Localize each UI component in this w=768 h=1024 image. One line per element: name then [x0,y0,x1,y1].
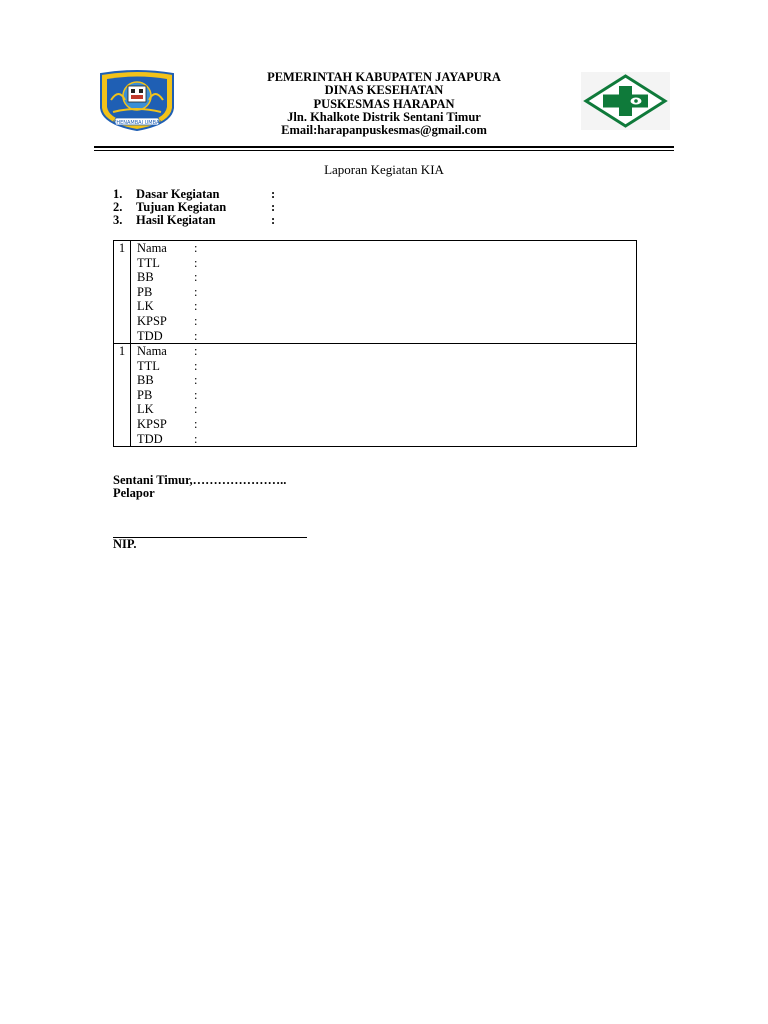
letterhead-agency: DINAS KESEHATAN [324,83,444,98]
field-colon: : [194,241,198,255]
field-label: KPSP [137,416,167,431]
jayapura-emblem-icon [95,70,179,132]
field-row [131,417,636,432]
field-row [131,329,636,344]
field-colon: : [194,328,198,343]
signature-line [113,537,307,538]
record-fields [131,344,637,447]
field-row [131,285,636,300]
field-row [131,299,636,314]
field-label: Nama [137,344,167,358]
field-colon: : [194,255,198,270]
field-label: KPSP [137,313,167,328]
header-rule-thick [94,146,674,148]
signature-place-date: Sentani Timur,………………….. [113,473,287,487]
letterhead-text [200,71,568,137]
field-label: LK [137,299,154,314]
list-label: Dasar Kegiatan [136,187,220,201]
field-label: PB [137,284,153,299]
field-colon: : [194,387,198,402]
field-row [131,344,636,359]
table-row [114,241,637,344]
field-row [131,402,636,417]
field-row [131,256,636,271]
field-colon: : [194,431,198,446]
list-label: Tujuan Kegiatan [136,200,227,215]
field-row [131,388,636,403]
record-fields [131,241,637,344]
field-colon: : [194,344,198,358]
field-label: TTL [137,255,160,270]
field-colon: : [194,416,198,431]
field-colon: : [194,299,198,314]
list-colon: : [271,187,276,201]
header-rule-thin [94,150,674,151]
letterhead-government: PEMERINTAH KABUPATEN JAYAPURA [267,70,501,84]
list-colon: : [271,213,276,228]
field-row [131,432,636,447]
field-label: Nama [137,241,167,255]
field-label: TDD [137,328,163,343]
list-number: 3. [113,213,123,228]
puskesmas-logo-icon [581,72,670,130]
field-label: TTL [137,358,160,373]
field-label: BB [137,373,154,388]
list-number: 2. [113,200,123,215]
record-index: 1 [114,344,131,447]
field-colon: : [194,402,198,417]
field-label: LK [137,402,154,417]
field-label: PB [137,387,153,402]
report-title: Laporan Kegiatan KIA [324,162,444,177]
record-index: 1 [114,241,131,344]
table-row [114,344,637,447]
signature-nip: NIP. [113,537,137,551]
field-colon: : [194,313,198,328]
letterhead-email: Email:harapanpuskesmas@gmail.com [281,123,487,138]
emblem-motto: KHENAMBAI UMBAI [113,120,161,126]
list-label: Hasil Kegiatan [136,213,216,228]
field-colon: : [194,284,198,299]
field-row [131,373,636,388]
signature-role: Pelapor [113,486,155,500]
field-row [131,314,636,329]
field-row [131,241,636,256]
field-row [131,270,636,285]
list-colon: : [271,200,276,215]
field-colon: : [194,358,198,373]
letterhead-address: Jln. Khalkote Distrik Sentani Timur [287,109,481,124]
records-table [113,240,637,447]
field-colon: : [194,373,198,388]
field-row [131,359,636,374]
field-colon: : [194,270,198,285]
list-number: 1. [113,187,123,201]
letterhead-puskesmas: PUSKESMAS HARAPAN [313,96,455,111]
field-label: TDD [137,431,163,446]
field-label: BB [137,270,154,285]
